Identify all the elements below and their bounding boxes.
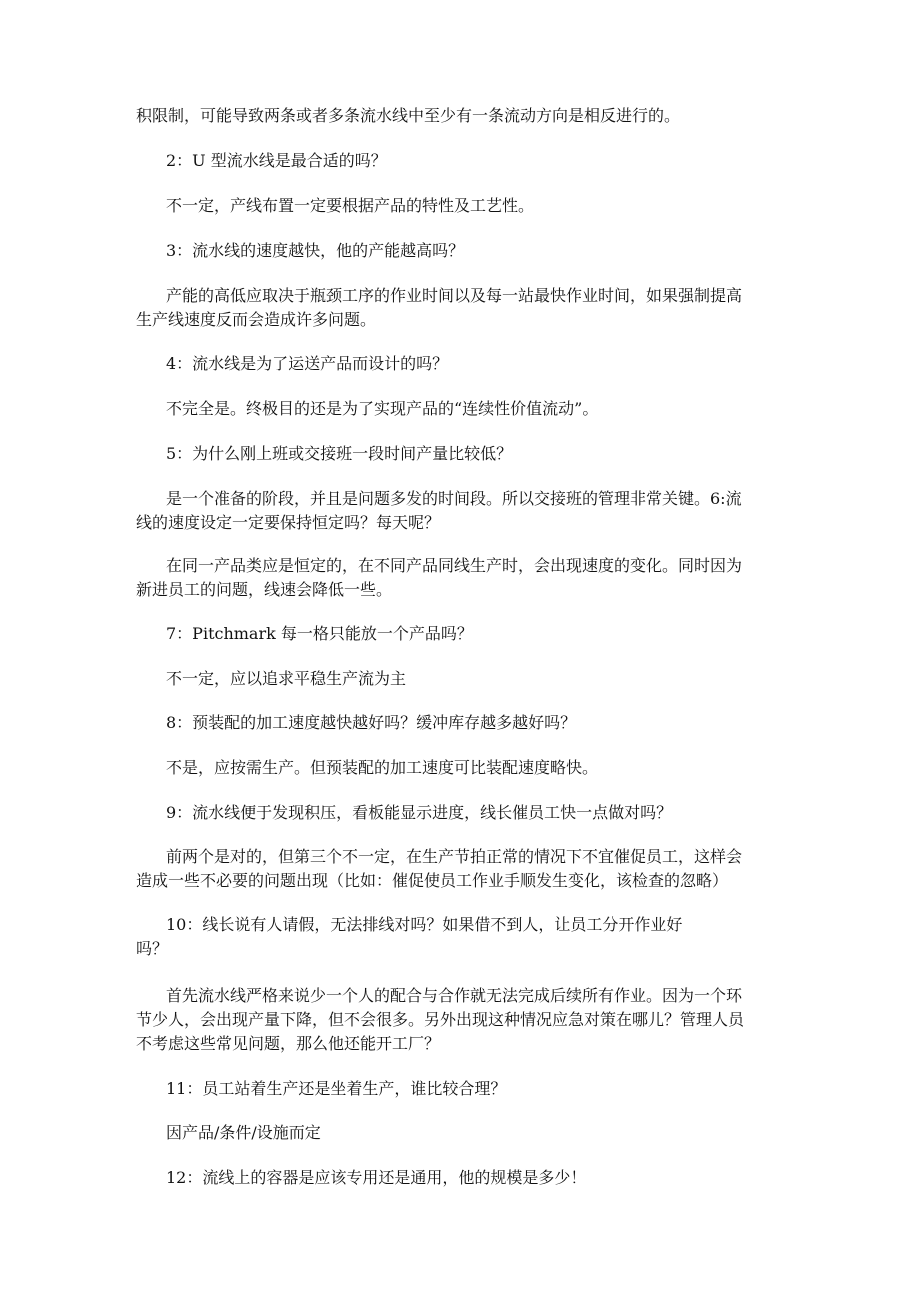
answer-5-line-2: 线的速度设定一定要保持恒定吗？每天呢？ xyxy=(136,513,441,532)
answer-10-line-2: 节少人，会出现产量下降，但不会很多。另外出现这种情况应急对策在哪儿？管理人员 xyxy=(136,1010,745,1029)
answer-3-line-1: 产能的高低应取决于瓶颈工序的作业时间以及每一站最快作业时间，如果强制提高 xyxy=(166,286,743,305)
answer-5-line-1: 是一个准备的阶段，并且是问题多发的时间段。所以交接班的管理非常关键。6:流 xyxy=(166,489,742,508)
question-4: 4：流水线是为了运送产品而设计的吗？ xyxy=(166,354,449,373)
answer-8: 不是，应按需生产。但预装配的加工速度可比装配速度略快。 xyxy=(166,758,599,777)
paragraph-line-continuation: 积限制，可能导致两条或者多条流水线中至少有一条流动方向是相反进行的。 xyxy=(136,106,681,125)
question-12: 12：流线上的容器是应该专用还是通用，他的规模是多少！ xyxy=(166,1168,587,1187)
answer-6-line-1: 在同一产品类应是恒定的，在不同产品同线生产时，会出现速度的变化。同时因为 xyxy=(166,556,743,575)
question-3: 3：流水线的速度越快，他的产能越高吗？ xyxy=(166,241,465,260)
answer-4: 不完全是。终极目的还是为了实现产品的“连续性价值流动”。 xyxy=(166,399,599,418)
question-10-line-1: 10：线长说有人请假，无法排线对吗？如果借不到人，让员工分开作业好 xyxy=(166,915,683,934)
answer-10-line-1: 首先流水线严格来说少一个人的配合与合作就无法完成后续所有作业。因为一个环 xyxy=(166,986,743,1005)
answer-9-line-2: 造成一些不必要的问题出现（比如：催促使员工作业手顺发生变化，该检查的忽略） xyxy=(136,871,729,890)
answer-6-line-2: 新进员工的问题，线速会降低一些。 xyxy=(136,580,393,599)
answer-3-line-2: 生产线速度反而会造成许多问题。 xyxy=(136,310,377,329)
question-2: 2：U 型流水线是最合适的吗？ xyxy=(166,151,387,170)
answer-2: 不一定，产线布置一定要根据产品的特性及工艺性。 xyxy=(166,196,535,215)
answer-7: 不一定，应以追求平稳生产流为主 xyxy=(166,669,407,688)
question-10-line-2: 吗？ xyxy=(136,939,169,958)
question-8: 8：预装配的加工速度越快越好吗？缓冲库存越多越好吗？ xyxy=(166,713,577,732)
question-9: 9：流水线便于发现积压，看板能显示进度，线长催员工快一点做对吗？ xyxy=(166,803,673,822)
question-5: 5：为什么刚上班或交接班一段时间产量比较低？ xyxy=(166,444,513,463)
question-11: 11：员工站着生产还是坐着生产，谁比较合理？ xyxy=(166,1079,507,1098)
answer-10-line-3: 不考虑这些常见问题，那么他还能开工厂？ xyxy=(136,1034,441,1053)
answer-11: 因产品/条件/设施而定 xyxy=(166,1123,321,1142)
question-7: 7：Pitchmark 每一格只能放一个产品吗？ xyxy=(166,624,473,643)
answer-9-line-1: 前两个是对的，但第三个不一定，在生产节拍正常的情况下不宜催促员工，这样会 xyxy=(166,847,743,866)
